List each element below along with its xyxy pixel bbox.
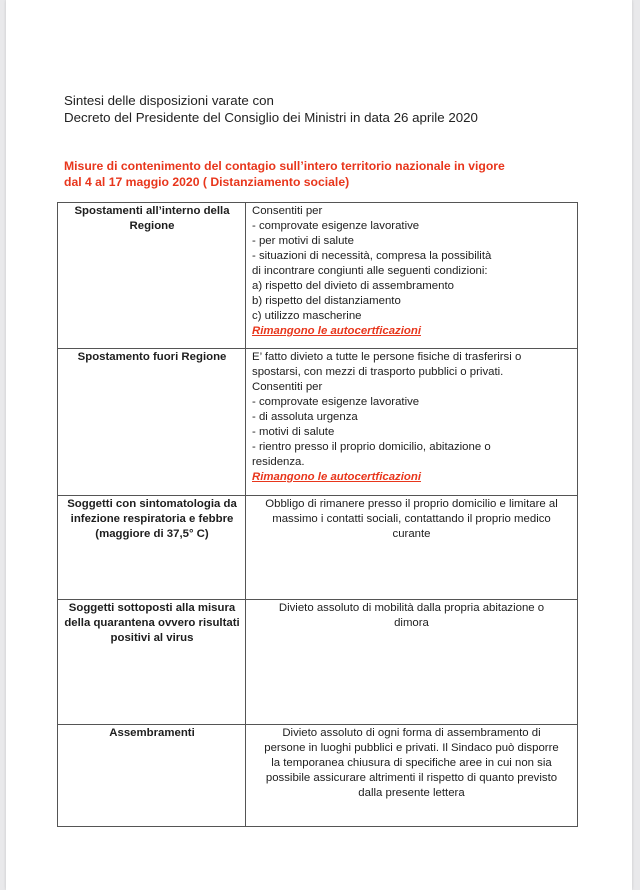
headline-line: Misure di contenimento del contagio sull’intero territorio nazionale in vigore <box>64 159 505 173</box>
content-line: Consentiti per <box>252 381 323 393</box>
content-line: di incontrare congiunti alle seguenti condizioni: <box>252 265 488 277</box>
content-line: residenza. <box>252 456 305 468</box>
headline-line: dal 4 al 17 maggio 2020 ( Distanziamento sociale) <box>64 174 350 189</box>
content-line: - comprovate esigenze lavorative <box>252 396 420 408</box>
content-line: a) rispetto del divieto di assembramento <box>252 280 454 292</box>
content-line: E’ fatto divieto a tutte le persone fisiche di trasferirsi o <box>252 351 522 363</box>
content-line: - motivi di salute <box>252 426 335 438</box>
content-line: - comprovate esigenze lavorative <box>252 220 420 232</box>
row-content: Divieto assoluto di ogni forma di assembramento di persone in luoghi pubblici e privati. Il Sindaco può disporre la temporanea chiusura di specifiche aree in cui non sia possibile assicurare altrimenti il rispetto di quanto previsto dalla presente lettera <box>246 725 578 827</box>
row-content <box>246 203 578 349</box>
document-intro <box>64 92 478 126</box>
content-line: Consentiti per <box>252 205 323 217</box>
content-line: spostarsi, con mezzi di trasporto pubblici o privati. <box>252 366 504 378</box>
autocertification-note: Rimangono le autocertficazioni <box>252 471 421 483</box>
row-label: Assembramenti <box>58 725 246 827</box>
table-row <box>58 203 578 349</box>
row-label: Spostamenti all’interno della Regione <box>58 203 246 349</box>
table-row <box>58 600 578 725</box>
autocertification-note: Rimangono le autocertficazioni <box>252 325 421 337</box>
content-line: - per motivi di salute <box>252 235 354 247</box>
table-row <box>58 725 578 827</box>
content-line: c) utilizzo mascherine <box>252 310 362 322</box>
content-line: - di assoluta urgenza <box>252 411 358 423</box>
row-content: Obbligo di rimanere presso il proprio domicilio e limitare al massimo i contatti sociali, contattando il proprio medico curante <box>246 496 578 600</box>
measures-headline <box>64 159 564 190</box>
row-content: Divieto assoluto di mobilità dalla propria abitazione o dimora <box>246 600 578 725</box>
measures-table <box>57 202 578 827</box>
table-row <box>58 496 578 600</box>
content-line: - rientro presso il proprio domicilio, abitazione o <box>252 441 491 453</box>
content-line: - situazioni di necessità, compresa la possibilità <box>252 250 492 262</box>
row-label: Spostamento fuori Regione <box>58 349 246 496</box>
intro-line: Sintesi delle disposizioni varate con <box>64 93 274 108</box>
table-row <box>58 349 578 496</box>
row-content <box>246 349 578 496</box>
content-line: b) rispetto del distanziamento <box>252 295 401 307</box>
row-label: Soggetti sottoposti alla misura della quarantena ovvero risultati positivi al virus <box>58 600 246 725</box>
row-label: Soggetti con sintomatologia da infezione respiratoria e febbre (maggiore di 37,5° C) <box>58 496 246 600</box>
intro-line: Decreto del Presidente del Consiglio dei Ministri in data 26 aprile 2020 <box>64 110 478 125</box>
